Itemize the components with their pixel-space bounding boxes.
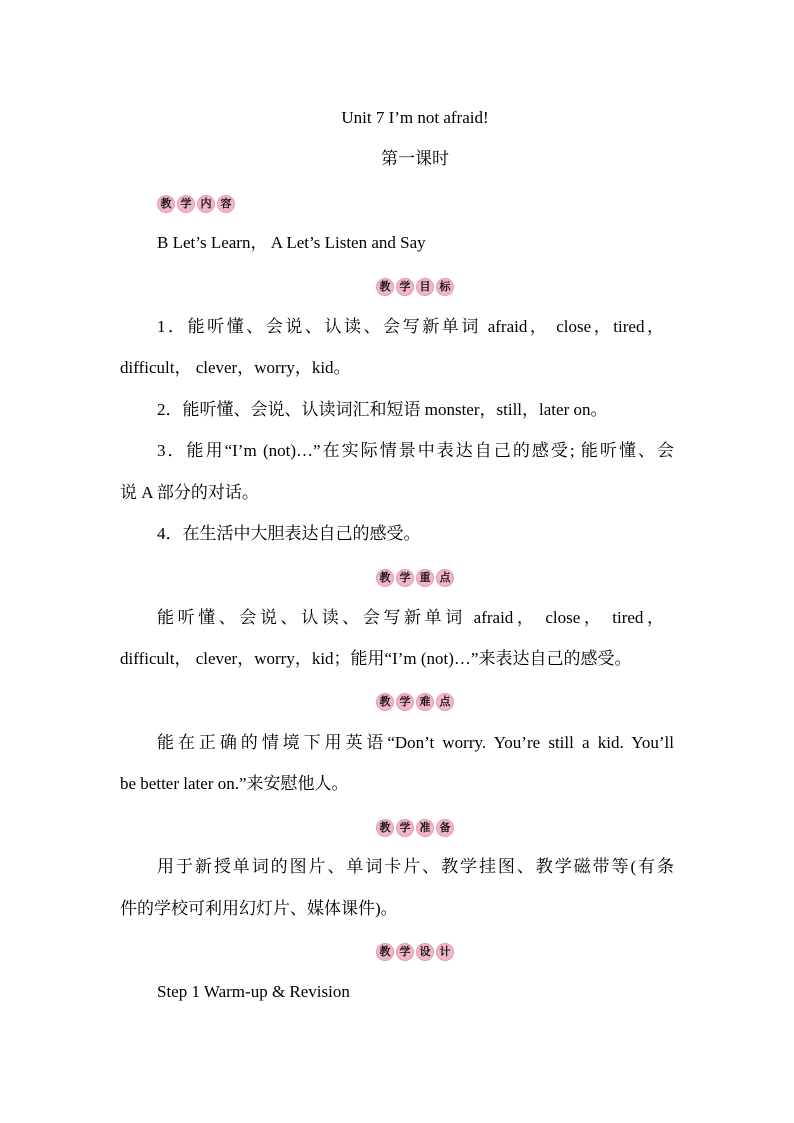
goal-3-line-2: 说 A 部分的对话。 [120,483,259,502]
difficult-line-2: be better later on.”来安慰他人。 [120,774,349,793]
key-line-2: difficult， clever，worry，kid；能用“I’m (not)…”来表达自己的感受。 [120,649,632,668]
step-1-heading: Step 1 Warm-up & Revision [157,982,350,1001]
prep-line-1: 用于新授单词的图片、单词卡片、教学挂图、教学磁带等(有条 [157,857,674,876]
badge-char: 重 [416,569,434,587]
badge-char: 点 [436,693,454,711]
content-text: B Let’s Learn， A Let’s Listen and Say [157,233,426,252]
badge-char: 设 [416,943,434,961]
goal-1-line-1: 1．能听懂、会说、认读、会写新单词 afraid， close，tired， [157,317,664,336]
goal-3-line-1: 3．能用“I’m (not)…”在实际情景中表达自己的感受; 能听懂、会 [157,441,674,460]
badge-char: 内 [197,195,215,213]
section-heading-content [157,194,235,213]
goal-2: 2．能听懂、会说、认读词汇和短语 monster，still，later on。 [157,400,608,419]
badge-char: 学 [396,569,414,587]
badge-char: 教 [157,195,175,213]
section-heading-design [0,942,794,961]
badge-char: 学 [177,195,195,213]
badge-char: 难 [416,693,434,711]
badge-char: 学 [396,819,414,837]
difficult-line-1: 能在正确的情境下用英语“Don’t worry. You’re still a kid. You’ll [157,733,674,752]
section-heading-goals [0,277,794,296]
section-heading-difficult [0,692,794,711]
key-line-1: 能听懂、会说、认读、会写新单词 afraid， close， tired， [157,608,664,627]
prep-line-2: 件的学校可利用幻灯片、媒体课件)。 [120,899,398,918]
badge-char: 容 [217,195,235,213]
badge-char: 教 [376,693,394,711]
section-heading-prep [0,818,794,837]
badge-char: 目 [416,278,434,296]
badge-char: 准 [416,819,434,837]
badge-char: 点 [436,569,454,587]
section-heading-key [0,568,794,587]
goal-4: 4．在生活中大胆表达自己的感受。 [157,524,421,543]
badge-char: 教 [376,819,394,837]
badge-char: 教 [376,943,394,961]
badge-char: 学 [396,278,414,296]
badge-char: 教 [376,278,394,296]
lesson-subtitle: 第一课时 [381,149,449,168]
unit-title: Unit 7 I’m not afraid! [341,108,489,127]
badge-char: 标 [436,278,454,296]
badge-char: 计 [436,943,454,961]
badge-char: 学 [396,693,414,711]
badge-char: 教 [376,569,394,587]
badge-char: 学 [396,943,414,961]
goal-1-line-2: difficult， clever，worry，kid。 [120,358,351,377]
badge-char: 备 [436,819,454,837]
